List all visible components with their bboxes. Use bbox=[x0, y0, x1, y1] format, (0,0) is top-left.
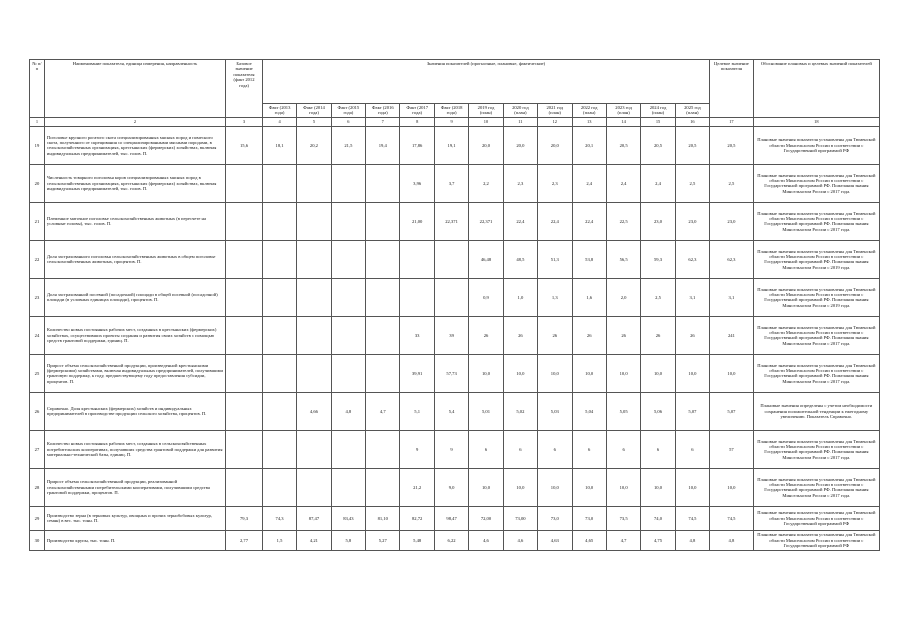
year-value: 10,0 bbox=[538, 468, 572, 506]
table-row bbox=[30, 202, 880, 240]
table-row bbox=[30, 164, 880, 202]
year-value: 5,04 bbox=[572, 392, 606, 430]
year-value: 26 bbox=[606, 316, 640, 354]
year-value: 21,2 bbox=[400, 468, 434, 506]
row-number: 24 bbox=[30, 316, 45, 354]
year-value: 22,4 bbox=[572, 202, 606, 240]
justification-note: Плановые значения показателя установлены для Тюменской области Минсельхозом России в соответствии с Государственной программой РФ bbox=[753, 506, 879, 530]
year-value: 20,5 bbox=[641, 126, 675, 164]
year-value bbox=[366, 164, 400, 202]
column-number: 15 bbox=[641, 117, 675, 126]
header-base: Базовое значение показателя (факт 2012 года) bbox=[226, 60, 263, 118]
year-value bbox=[262, 430, 296, 468]
column-number: 17 bbox=[710, 117, 754, 126]
year-value bbox=[366, 430, 400, 468]
year-value bbox=[331, 240, 365, 278]
target-value: 2,5 bbox=[710, 164, 754, 202]
year-value: 2,4 bbox=[641, 164, 675, 202]
year-value: 5,05 bbox=[606, 392, 640, 430]
base-value bbox=[226, 240, 263, 278]
year-value: 74,3 bbox=[262, 506, 296, 530]
header-year: 2025 год (план) bbox=[675, 104, 709, 118]
year-value bbox=[262, 164, 296, 202]
year-value bbox=[366, 354, 400, 392]
year-value: 23,0 bbox=[675, 202, 709, 240]
target-value: 4,8 bbox=[710, 530, 754, 550]
indicator-name: Количество новых постоянных рабочих мест, созданных в сельскохозяйственных потребительских кооперативах, получивших средства грантовой поддержки для развития материально-технической базы, единиц. П. bbox=[44, 430, 225, 468]
year-value: 10,0 bbox=[606, 354, 640, 392]
justification-note: Плановые значения показателя установлены для Тюменской области Минсельхозом России в соответствии с Государственной программой РФ. Пожелания знания Минсельхозом России с 2019 года. bbox=[753, 278, 879, 316]
column-number: 6 bbox=[331, 117, 365, 126]
year-value: 20,5 bbox=[606, 126, 640, 164]
column-number: 14 bbox=[606, 117, 640, 126]
row-number: 28 bbox=[30, 468, 45, 506]
table-row bbox=[30, 240, 880, 278]
year-value bbox=[366, 468, 400, 506]
year-value: 2,3 bbox=[503, 164, 537, 202]
indicator-name: Количество новых постоянных рабочих мест, созданных в крестьянских (фермерских) хозяйствах, осуществивших проекты создания и развития своих хозяйств с помощью средств грантовой поддержки, единиц. П. bbox=[44, 316, 225, 354]
year-value bbox=[297, 240, 331, 278]
year-value: 26 bbox=[503, 316, 537, 354]
column-number: 5 bbox=[297, 117, 331, 126]
column-number: 16 bbox=[675, 117, 709, 126]
header-year: 2022 год (план) bbox=[572, 104, 606, 118]
year-value: 5,8 bbox=[331, 530, 365, 550]
column-number: 1 bbox=[30, 117, 45, 126]
year-value: 83,43 bbox=[331, 506, 365, 530]
year-value: 2,0 bbox=[606, 278, 640, 316]
year-value: 10,0 bbox=[503, 354, 537, 392]
base-value: 15,6 bbox=[226, 126, 263, 164]
year-value: 21,00 bbox=[400, 202, 434, 240]
year-value: 6,22 bbox=[434, 530, 468, 550]
year-value: 73,0 bbox=[572, 506, 606, 530]
year-value bbox=[297, 164, 331, 202]
header-year: Факт (2018 года) bbox=[434, 104, 468, 118]
year-value: 5,06 bbox=[641, 392, 675, 430]
year-value: 73,5 bbox=[606, 506, 640, 530]
indicator-name: Производство зерна (в зерновых культур, овощных и прочих зернобобовых культур, семян) в вес. тыс. тонн. П. bbox=[44, 506, 225, 530]
year-value: 3,7 bbox=[434, 164, 468, 202]
table-row bbox=[30, 126, 880, 164]
target-value: 241 bbox=[710, 316, 754, 354]
year-value: 10,0 bbox=[641, 354, 675, 392]
year-value: 10,0 bbox=[503, 468, 537, 506]
year-value: 10,0 bbox=[572, 354, 606, 392]
year-value: 2,3 bbox=[538, 164, 572, 202]
year-value: 98,47 bbox=[434, 506, 468, 530]
column-number: 8 bbox=[400, 117, 434, 126]
year-value bbox=[400, 278, 434, 316]
year-value: 74,5 bbox=[675, 506, 709, 530]
row-number: 25 bbox=[30, 354, 45, 392]
header-values-group: Значения показателей (прогнозные, плановые, фактические) bbox=[262, 60, 709, 104]
year-value bbox=[262, 354, 296, 392]
year-value: 26 bbox=[641, 316, 675, 354]
year-value: 10,0 bbox=[606, 468, 640, 506]
table-header bbox=[30, 60, 880, 118]
year-value: 4,7 bbox=[606, 530, 640, 550]
year-value: 3,96 bbox=[400, 164, 434, 202]
year-value: 23,0 bbox=[641, 202, 675, 240]
year-value bbox=[297, 202, 331, 240]
year-value bbox=[262, 202, 296, 240]
base-value: 2,77 bbox=[226, 530, 263, 550]
year-value bbox=[262, 316, 296, 354]
year-value: 2,4 bbox=[572, 164, 606, 202]
year-value bbox=[366, 316, 400, 354]
justification-note: Плановые значения показателя установлены для Тюменской области Минсельхозом России в соответствии с Государственной программой РФ. Пожелания знания Минсельхозом России с 2017 года. bbox=[753, 468, 879, 506]
year-value: 74,0 bbox=[641, 506, 675, 530]
justification-note: Плановые значения показателя установлены для Тюменской области Минсельхозом России в соответствии с Государственной программой РФ. Пожелания знания Минсельхозом России с 2017 года. bbox=[753, 354, 879, 392]
justification-note: Плановые значения показателя установлены для Тюменской области Минсельхозом России в соответствии с Государственной программой РФ. Пожелания знания Минсельхозом России с 2017 года. bbox=[753, 316, 879, 354]
year-value: 62,3 bbox=[675, 240, 709, 278]
year-value bbox=[331, 316, 365, 354]
table-row bbox=[30, 530, 880, 550]
year-value: 9,0 bbox=[434, 468, 468, 506]
year-value: 87,47 bbox=[297, 506, 331, 530]
header-note: Обоснование плановых и целевых значений показателей bbox=[753, 60, 879, 118]
target-value: 57 bbox=[710, 430, 754, 468]
year-value: 4,21 bbox=[297, 530, 331, 550]
year-value: 4,7 bbox=[366, 392, 400, 430]
indicator-name: Прирост объема сельскохозяйственной продукции, реализованной сельскохозяйственными потребительскими кооперативами, получившими средства грантовой поддержки, процентов. П. bbox=[44, 468, 225, 506]
year-value: 51,3 bbox=[538, 240, 572, 278]
base-value bbox=[226, 316, 263, 354]
year-value: 26 bbox=[538, 316, 572, 354]
year-value: 46,48 bbox=[469, 240, 503, 278]
year-value bbox=[331, 164, 365, 202]
year-value: 57,73 bbox=[434, 354, 468, 392]
year-value bbox=[434, 240, 468, 278]
year-value: 21,5 bbox=[331, 126, 365, 164]
justification-note: Плановые значения определены с учетом необходимости сохранения положительной тенденции к ежегодному увеличению. Показатель Справочно. bbox=[753, 392, 879, 430]
base-value bbox=[226, 202, 263, 240]
column-number: 2 bbox=[44, 117, 225, 126]
header-year: Факт (2015 года) bbox=[331, 104, 365, 118]
year-value: 10,0 bbox=[675, 468, 709, 506]
justification-note: Плановые значения показателя установлены для Тюменской области Минсельхозом России в соответствии с Государственной программой РФ. Пожелания знания Минсельхозом России с 2017 года. bbox=[753, 202, 879, 240]
year-value: 5,03 bbox=[538, 392, 572, 430]
justification-note: Плановые значения показателя установлены для Тюменской области Минсельхозом России в соответствии с Государственной программой РФ. Пожелания знания Минсельхозом России с 2017 года. bbox=[753, 164, 879, 202]
year-value: 6 bbox=[675, 430, 709, 468]
header-year: 2021 год (план) bbox=[538, 104, 572, 118]
table-row bbox=[30, 278, 880, 316]
year-value bbox=[400, 240, 434, 278]
year-value: 5,01 bbox=[469, 392, 503, 430]
target-value: 74,5 bbox=[710, 506, 754, 530]
year-value: 53,8 bbox=[572, 240, 606, 278]
header-year: 2024 год (план) bbox=[641, 104, 675, 118]
indicator-name: Доля застрахованной посевной (посадочной) площади в общей посевной (посадочной) площади (в условных единицах площади), процентов. П. bbox=[44, 278, 225, 316]
year-value bbox=[434, 278, 468, 316]
year-value: 10,0 bbox=[469, 354, 503, 392]
year-value: 22,5 bbox=[606, 202, 640, 240]
year-value: 81,10 bbox=[366, 506, 400, 530]
base-value bbox=[226, 392, 263, 430]
year-value: 59,3 bbox=[641, 240, 675, 278]
year-value bbox=[262, 468, 296, 506]
year-value: 10,0 bbox=[538, 354, 572, 392]
year-value: 20,2 bbox=[297, 126, 331, 164]
year-value: 3,1 bbox=[675, 278, 709, 316]
table-row bbox=[30, 392, 880, 430]
year-value: 9 bbox=[434, 430, 468, 468]
year-value: 22,4 bbox=[538, 202, 572, 240]
year-value: 82,72 bbox=[400, 506, 434, 530]
year-value bbox=[366, 278, 400, 316]
year-value: 6 bbox=[538, 430, 572, 468]
year-value: 5,02 bbox=[503, 392, 537, 430]
table-body bbox=[30, 117, 880, 550]
year-value: 4,6 bbox=[503, 530, 537, 550]
row-number: 23 bbox=[30, 278, 45, 316]
year-value: 2,4 bbox=[606, 164, 640, 202]
header-year: Факт (2013 года) bbox=[262, 104, 296, 118]
row-number: 21 bbox=[30, 202, 45, 240]
justification-note: Плановые значения показателя установлены для Тюменской области Минсельхозом России в соответствии с Государственной программой РФ bbox=[753, 530, 879, 550]
target-value: 23,0 bbox=[710, 202, 754, 240]
year-value: 10,0 bbox=[572, 468, 606, 506]
year-value: 20,0 bbox=[538, 126, 572, 164]
year-value: 4,8 bbox=[675, 530, 709, 550]
year-value: 22,371 bbox=[434, 202, 468, 240]
year-value: 6 bbox=[606, 430, 640, 468]
year-value: 73,00 bbox=[503, 506, 537, 530]
year-value bbox=[297, 468, 331, 506]
year-value: 1,6 bbox=[572, 278, 606, 316]
year-value: 10,0 bbox=[469, 468, 503, 506]
year-value: 18,1 bbox=[262, 126, 296, 164]
year-value: 2,2 bbox=[469, 164, 503, 202]
year-value bbox=[297, 354, 331, 392]
year-value bbox=[331, 202, 365, 240]
year-value: 73,0 bbox=[538, 506, 572, 530]
header-year: 2019 год (план) bbox=[469, 104, 503, 118]
table-row bbox=[30, 506, 880, 530]
year-value: 39,91 bbox=[400, 354, 434, 392]
year-value: 4,8 bbox=[331, 392, 365, 430]
column-number-row bbox=[30, 117, 880, 126]
year-value: 39 bbox=[434, 316, 468, 354]
header-year: Факт (2016 года) bbox=[366, 104, 400, 118]
indicator-name: Племенное маточное поголовье сельскохозяйственных животных (в пересчете на условные головы), тыс. голов. П. bbox=[44, 202, 225, 240]
indicator-name: Численность товарного поголовья коров специализированных мясных пород в сельскохозяйственных организациях, крестьянских (фермерских) хозяйствах, включая индивидуальных предпринимателей, тыс. голов. П. bbox=[44, 164, 225, 202]
year-value: 33 bbox=[400, 316, 434, 354]
indicator-name: Производство крупы, тыс. тонн. П. bbox=[44, 530, 225, 550]
column-number: 3 bbox=[226, 117, 263, 126]
year-value: 10,0 bbox=[675, 354, 709, 392]
year-value: 5,27 bbox=[366, 530, 400, 550]
header-year: 2023 год (план) bbox=[606, 104, 640, 118]
header-year: Факт (2014 года) bbox=[297, 104, 331, 118]
column-number: 18 bbox=[753, 117, 879, 126]
year-value: 48,5 bbox=[503, 240, 537, 278]
year-value: 6 bbox=[503, 430, 537, 468]
base-value bbox=[226, 430, 263, 468]
target-value: 10,0 bbox=[710, 354, 754, 392]
row-number: 26 bbox=[30, 392, 45, 430]
header-row bbox=[30, 60, 880, 104]
year-value: 20,0 bbox=[503, 126, 537, 164]
year-value bbox=[262, 278, 296, 316]
year-value: 4,75 bbox=[641, 530, 675, 550]
target-value: 20,5 bbox=[710, 126, 754, 164]
row-number: 20 bbox=[30, 164, 45, 202]
column-number: 11 bbox=[503, 117, 537, 126]
year-value: 10,0 bbox=[641, 468, 675, 506]
year-value: 20,0 bbox=[469, 126, 503, 164]
year-value: 22,4 bbox=[503, 202, 537, 240]
base-value bbox=[226, 354, 263, 392]
header-num: № п/п bbox=[30, 60, 45, 118]
year-value bbox=[297, 316, 331, 354]
header-year: 2020 год (план) bbox=[503, 104, 537, 118]
year-value: 1,3 bbox=[538, 278, 572, 316]
base-value bbox=[226, 278, 263, 316]
year-value bbox=[331, 430, 365, 468]
year-value: 20,1 bbox=[572, 126, 606, 164]
year-value: 5,48 bbox=[400, 530, 434, 550]
year-value: 72,00 bbox=[469, 506, 503, 530]
year-value: 5,07 bbox=[675, 392, 709, 430]
year-value: 6 bbox=[641, 430, 675, 468]
year-value: 19,1 bbox=[434, 126, 468, 164]
year-value: 1,0 bbox=[503, 278, 537, 316]
year-value: 6 bbox=[572, 430, 606, 468]
year-value bbox=[366, 240, 400, 278]
row-number: 27 bbox=[30, 430, 45, 468]
target-value: 3,1 bbox=[710, 278, 754, 316]
table-row bbox=[30, 354, 880, 392]
column-number: 9 bbox=[434, 117, 468, 126]
target-value: 10,0 bbox=[710, 468, 754, 506]
year-value bbox=[331, 278, 365, 316]
year-value bbox=[297, 430, 331, 468]
base-value: 79,3 bbox=[226, 506, 263, 530]
year-value: 1,5 bbox=[262, 530, 296, 550]
indicator-name: Поголовье крупного рогатого скота специализированных мясных пород и помесного скота, полученного от скрещивания со специализированными мясными породами, в сельскохозяйственных организациях, крестьянских (фермерских) хозяйствах, включая индивидуальных предпринимателей, тыс. голов. П. bbox=[44, 126, 225, 164]
row-number: 22 bbox=[30, 240, 45, 278]
year-value: 19,4 bbox=[366, 126, 400, 164]
table-row bbox=[30, 468, 880, 506]
year-value: 2,5 bbox=[675, 164, 709, 202]
target-value: 62,3 bbox=[710, 240, 754, 278]
year-value bbox=[262, 240, 296, 278]
year-value bbox=[262, 392, 296, 430]
year-value: 26 bbox=[469, 316, 503, 354]
year-value bbox=[297, 278, 331, 316]
year-value: 22,371 bbox=[469, 202, 503, 240]
year-value: 26 bbox=[675, 316, 709, 354]
column-number: 12 bbox=[538, 117, 572, 126]
row-number: 29 bbox=[30, 506, 45, 530]
indicator-name: Доля застрахованного поголовья сельскохозяйственных животных в общем поголовье сельскохозяйственных животных, процентов. П. bbox=[44, 240, 225, 278]
year-value: 2,5 bbox=[641, 278, 675, 316]
base-value bbox=[226, 468, 263, 506]
year-value: 26 bbox=[572, 316, 606, 354]
justification-note: Плановые значения показателя установлены для Тюменской области Минсельхозом России в соответствии с Государственной программой РФ. Пожелания знания Минсельхозом России с 2017 года. bbox=[753, 430, 879, 468]
indicator-name: Справочно. Доля крестьянских (фермерских) хозяйств и индивидуальных предпринимателей в производстве продукции сельского хозяйства, процентов. П. bbox=[44, 392, 225, 430]
indicators-table bbox=[29, 59, 880, 551]
column-number: 7 bbox=[366, 117, 400, 126]
year-value: 5,1 bbox=[400, 392, 434, 430]
indicator-name: Прирост объема сельскохозяйственной продукции, произведенной крестьянскими (фермерскими) хозяйствами, включая индивидуальных предпринимателей, получившими грантовую поддержку, к году, предшествующему году предоставления субсидии, процентов. П. bbox=[44, 354, 225, 392]
year-value bbox=[331, 354, 365, 392]
column-number: 10 bbox=[469, 117, 503, 126]
year-value: 17,86 bbox=[400, 126, 434, 164]
year-value: 4,6 bbox=[469, 530, 503, 550]
table-row bbox=[30, 430, 880, 468]
year-value: 9 bbox=[400, 430, 434, 468]
year-value bbox=[366, 202, 400, 240]
base-value bbox=[226, 164, 263, 202]
year-value: 20,5 bbox=[675, 126, 709, 164]
header-target: Целевое значение показателя bbox=[710, 60, 754, 118]
year-value: 4,66 bbox=[297, 392, 331, 430]
year-value: 0,9 bbox=[469, 278, 503, 316]
row-number: 30 bbox=[30, 530, 45, 550]
column-number: 13 bbox=[572, 117, 606, 126]
header-year: Факт (2017 года) bbox=[400, 104, 434, 118]
justification-note: Плановые значения показателя установлены для Тюменской области Минсельхозом России в соответствии с Государственной программой РФ. Пожелания знания Минсельхозом России с 2019 года. bbox=[753, 240, 879, 278]
row-number: 19 bbox=[30, 126, 45, 164]
year-value bbox=[331, 468, 365, 506]
column-number: 4 bbox=[262, 117, 296, 126]
year-value: 4,65 bbox=[572, 530, 606, 550]
year-value: 4,63 bbox=[538, 530, 572, 550]
table-row bbox=[30, 316, 880, 354]
target-value: 5,07 bbox=[710, 392, 754, 430]
year-value: 56,5 bbox=[606, 240, 640, 278]
header-name: Наименование показателя, единица измерения, направленность bbox=[44, 60, 225, 118]
year-value: 5,4 bbox=[434, 392, 468, 430]
year-value: 6 bbox=[469, 430, 503, 468]
justification-note: Плановые значения показателя установлены для Тюменской области Минсельхозом России в соответствии с Государственной программой РФ bbox=[753, 126, 879, 164]
